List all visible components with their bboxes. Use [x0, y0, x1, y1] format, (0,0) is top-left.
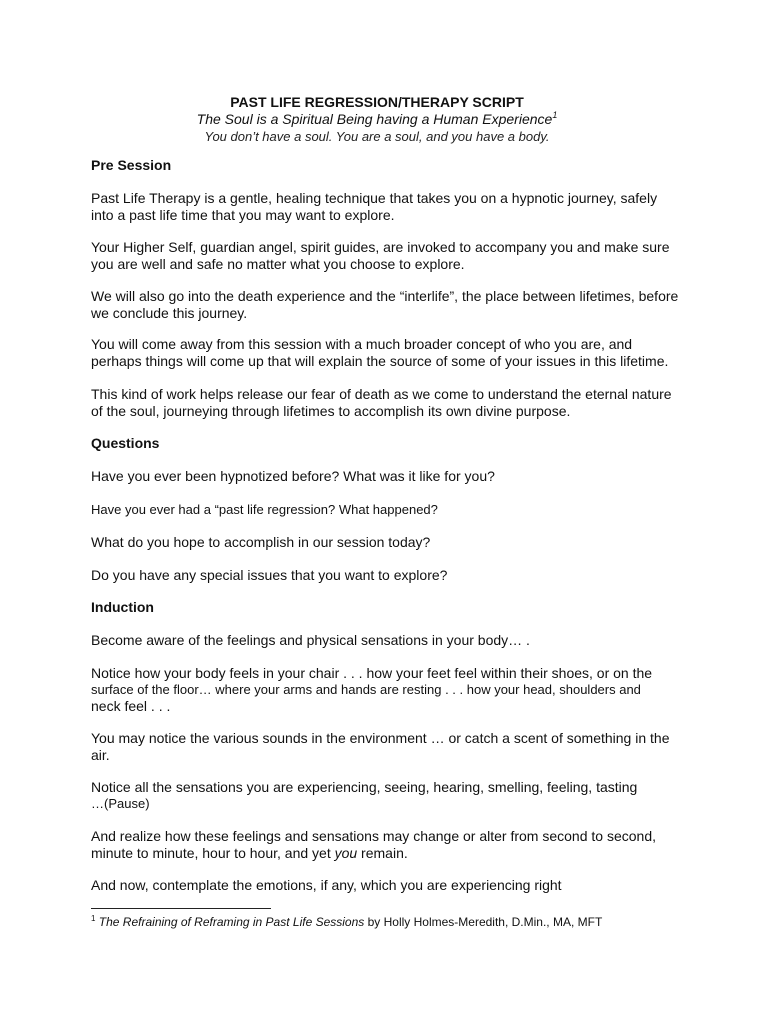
question-item: What do you hope to accomplish in our session today? — [91, 534, 431, 550]
induction-paragraph-emotions: And now, contemplate the emotions, if any, which you are experiencing right — [91, 877, 562, 893]
title-block — [77, 93, 677, 145]
footnote — [91, 915, 602, 930]
induction-sensations-line: …(Pause) — [91, 795, 150, 811]
realize-text-b: remain. — [357, 844, 408, 861]
induction-body-line: surface of the floor… where your arms and hands are resting . . . how your head, shoulders and — [91, 681, 641, 697]
question-item: Have you ever had a “past life regression? What happened? — [91, 502, 438, 517]
footnote-mark: 1 — [91, 914, 96, 923]
induction-paragraph-sounds — [91, 730, 681, 763]
induction-paragraph-aware: Become aware of the feelings and physical sensations in your body… . — [91, 632, 530, 648]
question-item: Have you ever been hypnotized before? What was it like for you? — [91, 468, 495, 484]
subtitle-text: The Soul is a Spiritual Being having a Human Experience — [196, 111, 553, 127]
document-subtitle — [77, 111, 677, 128]
document-title: PAST LIFE REGRESSION/THERAPY SCRIPT — [230, 94, 524, 110]
induction-realize-line: And realize how these feelings and sensations may change or alter from second to second, — [91, 828, 656, 844]
induction-paragraph-body — [91, 665, 681, 715]
realize-emphasis: you — [334, 844, 358, 861]
induction-sensations-line: Notice all the sensations you are experiencing, seeing, hearing, smelling, feeling, tasting — [91, 779, 638, 795]
footnote-divider — [91, 908, 271, 909]
paragraph-intro: Past Life Therapy is a gentle, healing technique that takes you on a hypnotic journey, safely into a past life time that you may want to explore. — [91, 190, 658, 223]
paragraph-release-fear: This kind of work helps release our fear of death as we come to understand the eternal nature of the soul, journeying through lifetimes to accomplish its own divine purpose. — [91, 386, 672, 419]
question-item: Do you have any special issues that you want to explore? — [91, 567, 448, 583]
footnote-title: The Refraining of Reframing in Past Life Sessions — [98, 915, 365, 929]
induction-sounds-line: You may notice the various sounds in the environment … or catch a scent of something in the — [91, 730, 670, 746]
footnote-byline: by Holly Holmes-Meredith, D.Min., MA, MFT — [364, 915, 603, 929]
induction-paragraph-sensations — [91, 779, 681, 812]
document-page — [91, 90, 691, 893]
induction-body-line: Notice how your body feels in your chair . . . how your feet feel within their shoes, or on the — [91, 665, 653, 681]
paragraph-higher-self: Your Higher Self, guardian angel, spirit guides, are invoked to accompany you and make sure you are well and safe no matter what you choose to explore. — [91, 239, 670, 272]
footnote-reference[interactable]: 1 — [552, 110, 558, 120]
induction-paragraph-realize — [91, 828, 681, 861]
paragraph-broader-concept: You will come away from this session with a much broader concept of who you are, and perhaps things will come up that will explain the source of some of your issues in this lifetime. — [91, 336, 669, 369]
heading-pre-session: Pre Session — [91, 157, 172, 173]
heading-questions: Questions — [91, 435, 160, 451]
realize-text-a: minute to minute, hour to hour, and yet — [91, 844, 335, 861]
induction-realize-line — [91, 845, 681, 862]
induction-body-line: neck feel . . . — [91, 698, 171, 714]
document-tagline: You don’t have a soul. You are a soul, and you have a body. — [204, 129, 550, 144]
induction-sounds-line: air. — [91, 746, 110, 763]
heading-induction: Induction — [91, 599, 154, 615]
paragraph-death-experience: We will also go into the death experience and the “interlife”, the place between lifetimes, before we conclude this journey. — [91, 288, 679, 321]
